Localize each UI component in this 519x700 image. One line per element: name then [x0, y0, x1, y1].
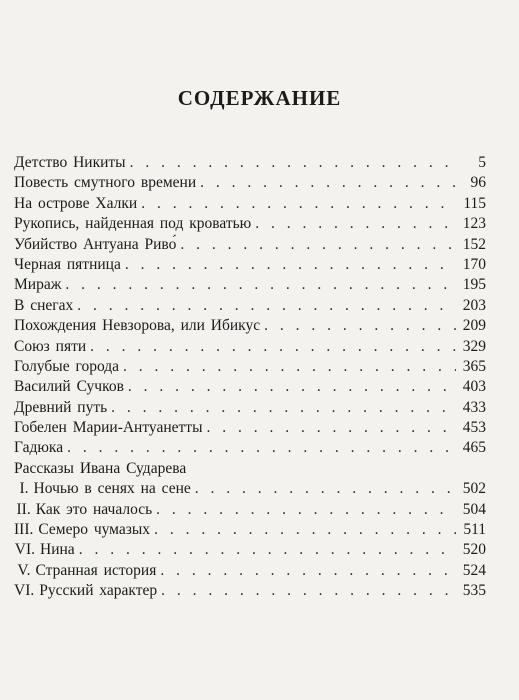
- toc-entry: [14, 296, 486, 316]
- toc-entry: [14, 153, 486, 173]
- entry-page-number: 203: [462, 296, 486, 314]
- subentry-page-number: 520: [462, 541, 486, 559]
- entry-page-number: 403: [462, 378, 486, 396]
- entry-page-number: 365: [462, 357, 486, 375]
- toc-subentry: [14, 520, 486, 540]
- dot-leader: [77, 296, 456, 316]
- subentry-page-number: 535: [462, 582, 486, 600]
- toc-entry: [14, 357, 486, 377]
- entry-title: Рукопись, найденная под кроватью: [14, 215, 252, 233]
- dot-leader: [67, 438, 456, 458]
- subentry-title: Нина: [40, 541, 75, 559]
- entry-title: Василий Сучков: [14, 378, 124, 396]
- dot-leader: [255, 214, 456, 234]
- dot-leader: [160, 561, 456, 581]
- entry-title: Убийство Антуана Риво́: [14, 235, 177, 253]
- subentry-page-number: 511: [463, 521, 486, 539]
- toc-entry: [14, 275, 486, 295]
- entry-title: Детство Никиты: [14, 154, 126, 171]
- entry-page-number: 329: [462, 337, 486, 355]
- entry-title: Древний путь: [14, 398, 108, 416]
- entry-title: Черная пятница: [14, 255, 121, 273]
- subentry-title: Ночью в сенях на сене: [33, 480, 191, 498]
- entry-page-number: 465: [462, 439, 486, 457]
- dot-leader: [128, 377, 456, 397]
- subentry-page-number: 502: [462, 480, 486, 498]
- toc-subentry: [14, 561, 486, 581]
- toc-entry: [14, 194, 486, 214]
- dot-leader: [180, 235, 456, 255]
- entry-page-number: 433: [462, 398, 486, 416]
- subentry-numeral: III.: [14, 521, 34, 539]
- subentry-numeral: V.: [17, 561, 31, 579]
- subentry-numeral: VI.: [14, 541, 36, 559]
- toc-entry: [14, 214, 486, 234]
- dot-leader: [206, 418, 456, 438]
- toc-entry: [14, 377, 486, 397]
- entry-title: Гобелен Марии-Антуанетты: [14, 419, 203, 437]
- subentry-title: Как это началось: [35, 500, 153, 518]
- dot-leader: [195, 479, 456, 499]
- toc-subentry: [14, 500, 486, 520]
- subentry-numeral: VI.: [14, 582, 35, 600]
- section-title: Рассказы Ивана Сударева: [14, 459, 187, 477]
- toc-subentry: [14, 581, 486, 601]
- entry-page-number: 5: [478, 154, 486, 171]
- toc-subentries: [14, 479, 486, 601]
- dot-leader: [154, 520, 456, 540]
- toc-entry: [14, 316, 486, 336]
- dot-leader: [130, 153, 456, 173]
- dot-leader: [141, 194, 456, 214]
- dot-leader: [90, 337, 456, 357]
- entry-title: На острове Халки: [14, 194, 138, 212]
- subentry-title: Семеро чумазых: [38, 521, 151, 539]
- toc-entry: [14, 235, 486, 255]
- entry-page-number: 195: [462, 276, 486, 294]
- subentry-title: Русский характер: [39, 582, 158, 600]
- entry-title: Похождения Невзорова, или Ибикус: [14, 317, 261, 335]
- dot-leader: [156, 500, 456, 520]
- toc-entry: [14, 173, 486, 193]
- entry-page-number: 209: [462, 317, 486, 335]
- dot-leader: [264, 316, 456, 336]
- subentry-title: Странная история: [35, 561, 157, 579]
- subentry-numeral: I.: [19, 480, 29, 498]
- table-of-contents: [14, 153, 486, 602]
- page-title: СОДЕРЖАНИЕ: [177, 86, 342, 110]
- entry-title: Повесть смутного времени: [14, 174, 197, 192]
- dot-leader: [123, 357, 456, 377]
- toc-entries: [14, 153, 486, 459]
- entry-page-number: 123: [462, 215, 486, 233]
- subentry-page-number: 524: [462, 561, 486, 579]
- toc-section-heading: [14, 459, 486, 479]
- toc-entry: [14, 438, 486, 458]
- entry-page-number: 115: [463, 194, 486, 212]
- entry-page-number: 152: [462, 235, 486, 253]
- toc-entry: [14, 418, 486, 438]
- dot-leader: [125, 255, 456, 275]
- entry-page-number: 170: [462, 255, 486, 273]
- entry-title: Голубые города: [14, 357, 120, 375]
- entry-title: Мираж: [14, 276, 62, 294]
- toc-subentry: [14, 540, 486, 560]
- toc-entry: [14, 398, 486, 418]
- entry-page-number: 453: [462, 419, 486, 437]
- toc-entry: [14, 337, 486, 357]
- toc-entry: [14, 255, 486, 275]
- toc-subentry: [14, 479, 486, 499]
- entry-title: В снегах: [14, 296, 74, 314]
- dot-leader: [200, 173, 456, 193]
- subentry-page-number: 504: [462, 500, 486, 518]
- subentry-numeral: II.: [16, 500, 31, 518]
- entry-page-number: 96: [470, 174, 486, 192]
- dot-leader: [111, 398, 456, 418]
- entry-title: Гадюка: [14, 439, 64, 457]
- dot-leader: [161, 581, 456, 601]
- dot-leader: [65, 275, 456, 295]
- entry-title: Союз пяти: [14, 337, 87, 355]
- dot-leader: [79, 540, 456, 560]
